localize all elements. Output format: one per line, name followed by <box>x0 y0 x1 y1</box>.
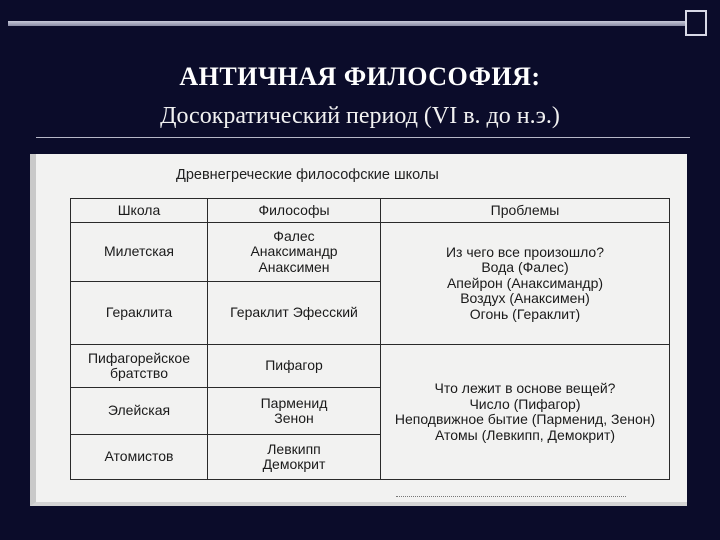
philosopher: Фалес <box>273 227 315 244</box>
header-philosophers: Философы <box>208 199 381 223</box>
problem-line: Из чего все произошло? <box>445 243 605 260</box>
header-school: Школа <box>71 199 208 223</box>
problem-line: Апейрон (Анаксимандр) <box>446 274 604 291</box>
problem-line: Что лежит в основе вещей? <box>434 380 616 396</box>
table-header-row <box>71 199 670 223</box>
philosopher: Левкипп <box>267 440 321 457</box>
philosophers-cell <box>208 345 381 388</box>
problems-cell-group-2 <box>381 345 670 480</box>
philosopher: Гераклит Эфесский <box>230 304 358 321</box>
schools-table <box>70 198 670 480</box>
top-stripe <box>8 21 688 26</box>
philosophers-cell <box>208 282 381 345</box>
school-cell: Атомистов <box>71 435 208 480</box>
problem-line: Число (Пифагор) <box>469 395 581 412</box>
problem-line: Огонь (Гераклит) <box>469 305 581 322</box>
scanned-table-image <box>30 154 687 506</box>
philosopher: Анаксимандр <box>250 243 338 260</box>
philosopher: Пифагор <box>265 357 323 374</box>
philosophers-cell <box>208 223 381 282</box>
problem-line: Вода (Фалес) <box>481 259 569 276</box>
slide-subtitle: Досократический период (VI в. до н.э.) <box>160 103 560 129</box>
slide-title: АНТИЧНАЯ ФИЛОСОФИЯ: <box>179 62 541 91</box>
problem-line: Воздух (Анаксимен) <box>460 290 590 307</box>
philosophers-cell <box>208 388 381 435</box>
school-cell: Элейская <box>71 388 208 435</box>
problem-line: Неподвижное бытие (Парменид, Зенон) <box>394 411 656 427</box>
school-cell: Милетская <box>71 223 208 282</box>
problems-cell-group-1 <box>381 223 670 345</box>
top-decorative-bar <box>8 10 708 38</box>
philosopher: Зенон <box>274 410 314 426</box>
header-problems: Проблемы <box>381 199 670 223</box>
corner-square <box>685 10 707 36</box>
problem-line: Атомы (Левкипп, Демокрит) <box>434 426 616 443</box>
table-row <box>71 223 670 282</box>
scan-bottom-artifact <box>396 496 626 501</box>
philosopher: Анаксимен <box>258 258 330 275</box>
school-cell: Пифагорейское братство <box>71 345 208 388</box>
title-underline <box>36 137 690 138</box>
philosopher: Парменид <box>260 394 328 411</box>
school-cell: Гераклита <box>71 282 208 345</box>
philosopher: Демокрит <box>262 456 326 472</box>
table-row <box>71 345 670 388</box>
table-caption: Древнегреческие философские школы <box>176 167 439 183</box>
philosophers-cell <box>208 435 381 480</box>
